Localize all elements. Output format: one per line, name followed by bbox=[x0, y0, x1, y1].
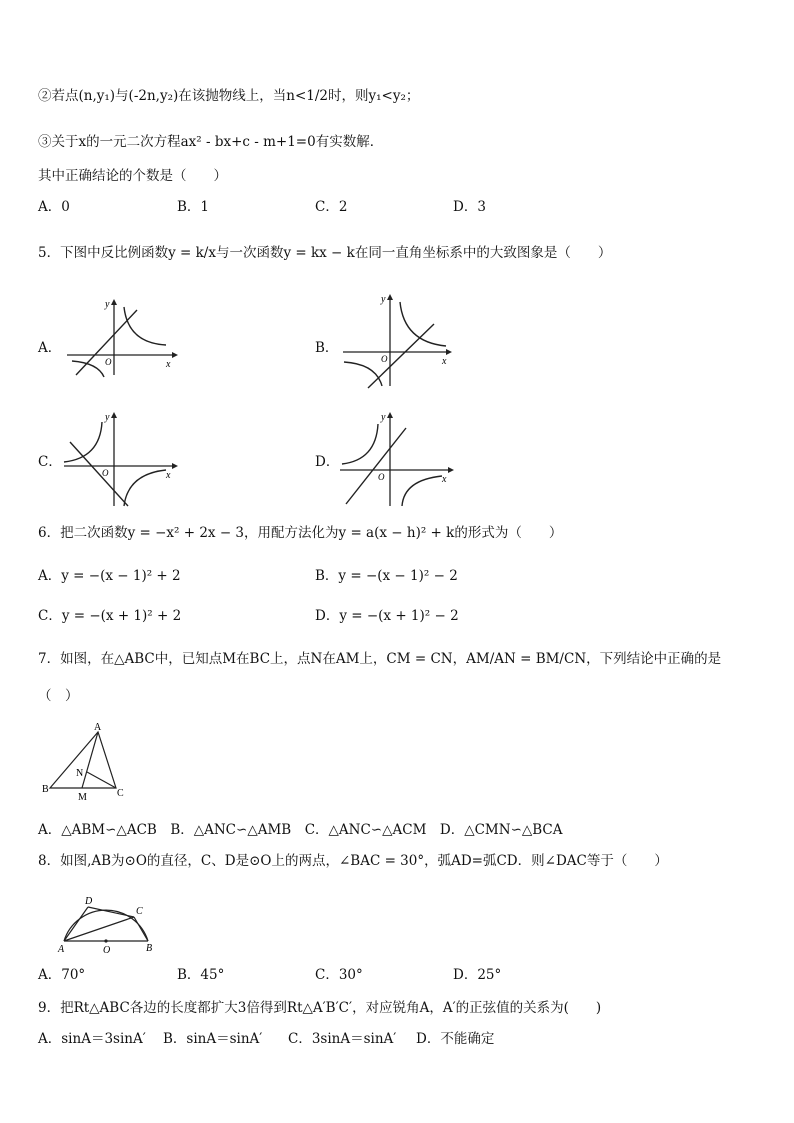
q5-option-a-label: A． bbox=[38, 340, 62, 356]
svg-text:y: y bbox=[381, 294, 386, 305]
axis-x-label: x bbox=[166, 359, 171, 370]
origin-label: O bbox=[105, 357, 112, 367]
q4-option-c: C．2 bbox=[315, 199, 348, 215]
q7-stem: 7．如图，在△ABC中，已知点M在BC上，点N在AM上，CM = CN，AM/AN = BM/CN，下列结论中正确的是 bbox=[38, 651, 722, 667]
q5-option-b-label: B． bbox=[315, 340, 339, 356]
q4-option-d: D．3 bbox=[453, 199, 486, 215]
q6-option-c: C．y = −(x + 1)² + 2 bbox=[38, 608, 182, 624]
q7-triangle-figure bbox=[38, 722, 138, 804]
q5-graph-b bbox=[338, 290, 458, 390]
q9-option-a: A．sinA＝3sinA′ bbox=[38, 1031, 146, 1047]
q9-option-c: C．3sinA＝sinA′ bbox=[288, 1031, 397, 1047]
q9-option-b: B．sinA＝sinA′ bbox=[163, 1031, 263, 1047]
label-c: C bbox=[117, 788, 124, 799]
svg-text:x: x bbox=[442, 356, 447, 367]
q5-graph-a bbox=[62, 295, 182, 380]
label-a: A bbox=[94, 722, 102, 733]
label-o: O bbox=[103, 945, 111, 955]
q8-stem: 8．如图,AB为⊙O的直径，C、D是⊙O上的两点，∠BAC = 30°，弧AD=弧CD．则∠DAC等于（ ） bbox=[38, 853, 668, 869]
q5-option-d-label: D． bbox=[315, 454, 340, 470]
q9-stem: 9．把Rt△ABC各边的长度都扩大3倍得到Rt△A′B′C′，对应锐角A，A′的正弦值的关系为( ) bbox=[38, 1000, 602, 1016]
q6-stem: 6．把二次函数y = −x² + 2x − 3，用配方法化为y = a(x − h)² + k的形式为（ ） bbox=[38, 525, 563, 541]
label-b: B bbox=[42, 784, 49, 795]
q8-option-a: A．70° bbox=[38, 967, 86, 983]
q4-item3: ③关于x的一元二次方程ax² - bx+c - m+1=0有实数解． bbox=[38, 134, 384, 150]
label-m: M bbox=[78, 792, 87, 803]
q5-graph-c bbox=[62, 408, 182, 508]
q6-option-a: A．y = −(x − 1)² + 2 bbox=[38, 568, 181, 584]
svg-text:x: x bbox=[166, 470, 171, 481]
label-n: N bbox=[76, 768, 84, 779]
q4-option-b: B．1 bbox=[177, 199, 210, 215]
label-c: C bbox=[136, 906, 143, 917]
q8-circle-figure bbox=[56, 893, 156, 955]
q7-paren: （ ） bbox=[38, 688, 79, 704]
svg-text:y: y bbox=[105, 412, 110, 423]
q8-option-b: B．45° bbox=[177, 967, 225, 983]
q6-option-d: D．y = −(x + 1)² − 2 bbox=[315, 608, 459, 624]
svg-text:O: O bbox=[102, 468, 109, 478]
label-d: D bbox=[85, 896, 93, 907]
label-a: A bbox=[58, 944, 65, 955]
svg-text:O: O bbox=[381, 354, 388, 364]
q4-option-a: A．0 bbox=[38, 199, 70, 215]
svg-text:y: y bbox=[381, 412, 386, 423]
q4-item2: ②若点(n,y₁)与(-2n,y₂)在该抛物线上，当n<1/2时，则y₁<y₂； bbox=[38, 88, 420, 104]
axis-y-label: y bbox=[105, 299, 110, 310]
q7-options: A．△ABM∽△ACB B．△ANC∽△AMB C．△ANC∽△ACM D．△CMN∽△BCA bbox=[38, 822, 563, 838]
q5-stem: 5．下图中反比例函数y = k/x与一次函数y = kx − k在同一直角坐标系中的大致图象是（ ） bbox=[38, 245, 612, 261]
q9-option-d: D．不能确定 bbox=[416, 1031, 495, 1047]
svg-text:O: O bbox=[378, 472, 385, 482]
label-b: B bbox=[146, 943, 153, 954]
q8-option-d: D．25° bbox=[453, 967, 502, 983]
q8-option-c: C．30° bbox=[315, 967, 363, 983]
q5-option-c-label: C． bbox=[38, 454, 62, 470]
svg-text:x: x bbox=[442, 474, 447, 485]
q4-prompt: 其中正确结论的个数是（ ） bbox=[38, 168, 227, 184]
q5-graph-d bbox=[338, 408, 458, 508]
q6-option-b: B．y = −(x − 1)² − 2 bbox=[315, 568, 458, 584]
